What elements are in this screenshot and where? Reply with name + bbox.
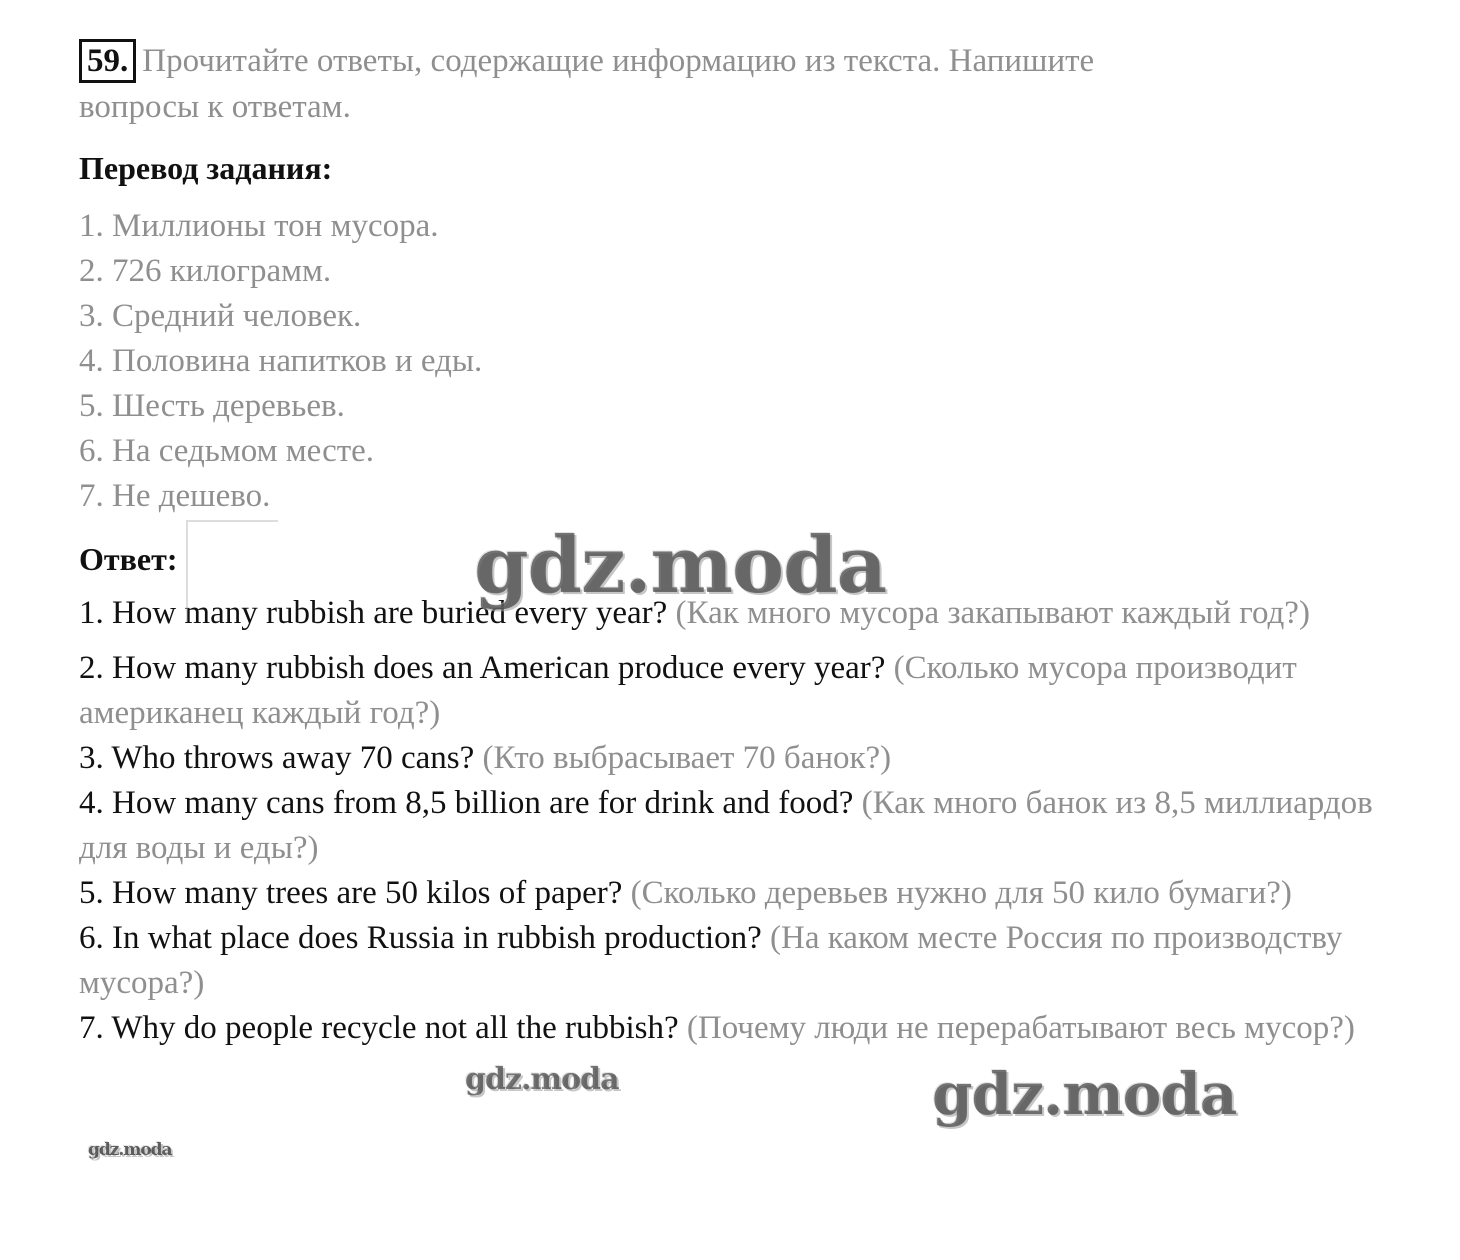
answer-english: 7. Why do people recycle not all the rubbish? (79, 1010, 679, 1046)
watermark-logo-large: gdz.moda (474, 520, 887, 611)
answer-english: 2. How many rubbish does an American produce every year? (79, 650, 886, 686)
watermark-logo-tiny: gdz.moda (88, 1140, 172, 1160)
answer-item (79, 736, 1419, 781)
answers-list (79, 591, 1419, 1051)
answer-english: 4. How many cans from 8,5 billion are for drink and food? (79, 785, 854, 821)
document-page (79, 38, 1419, 1051)
task-number-badge: 59. (79, 39, 136, 83)
translation-item: 7. Не дешево. (79, 478, 271, 514)
translation-item: 4. Половина напитков и еды. (79, 343, 483, 379)
answer-item (79, 646, 1419, 736)
task-instruction-line2: вопросы к ответам. (79, 89, 351, 125)
answer-russian: (На каком месте Россия по производству мусора?) (79, 920, 1343, 1001)
translation-item: 5. Шесть деревьев. (79, 388, 345, 424)
answer-russian: (Кто выбрасывает 70 банок?) (474, 740, 892, 776)
answer-russian: (Как много банок из 8,5 миллиардов для воды и еды?) (79, 785, 1373, 866)
answer-english: 6. In what place does Russia in rubbish production? (79, 920, 762, 956)
watermark-logo-medium: gdz.moda (932, 1060, 1237, 1128)
answer-russian: (Почему люди не перерабатывают весь мусор?) (678, 1010, 1355, 1046)
answer-item (79, 591, 1419, 636)
answer-russian: (Сколько деревьев нужно для 50 кило бумаги?) (622, 875, 1292, 911)
answer-english: 5. How many trees are 50 kilos of paper? (79, 875, 623, 911)
translation-item: 6. На седьмом месте. (79, 433, 375, 469)
answer-item (79, 781, 1419, 871)
translation-item: 1. Миллионы тон мусора. (79, 208, 439, 244)
answer-item (79, 871, 1419, 916)
translation-list (79, 204, 1419, 519)
answer-english: 1. How many rubbish are buried every year? (79, 595, 668, 631)
watermark-logo-small: gdz.moda (465, 1062, 619, 1097)
answers-heading: Ответ: (79, 541, 178, 577)
translation-heading: Перевод задания: (79, 150, 333, 186)
answer-item (79, 1006, 1419, 1051)
translation-item: 3. Средний человек. (79, 298, 362, 334)
translation-item: 2. 726 килограмм. (79, 253, 332, 289)
answer-english: 3. Who throws away 70 cans? (79, 740, 475, 776)
task-instruction (79, 38, 1419, 84)
answer-russian: (Как много мусора закапывают каждый год?) (667, 595, 1310, 631)
answer-item (79, 916, 1419, 1006)
task-instruction-line1: Прочитайте ответы, содержащие информацию из текста. Напишите (142, 43, 1095, 79)
answer-russian: (Сколько мусора производит американец каждый год?) (79, 650, 1297, 731)
